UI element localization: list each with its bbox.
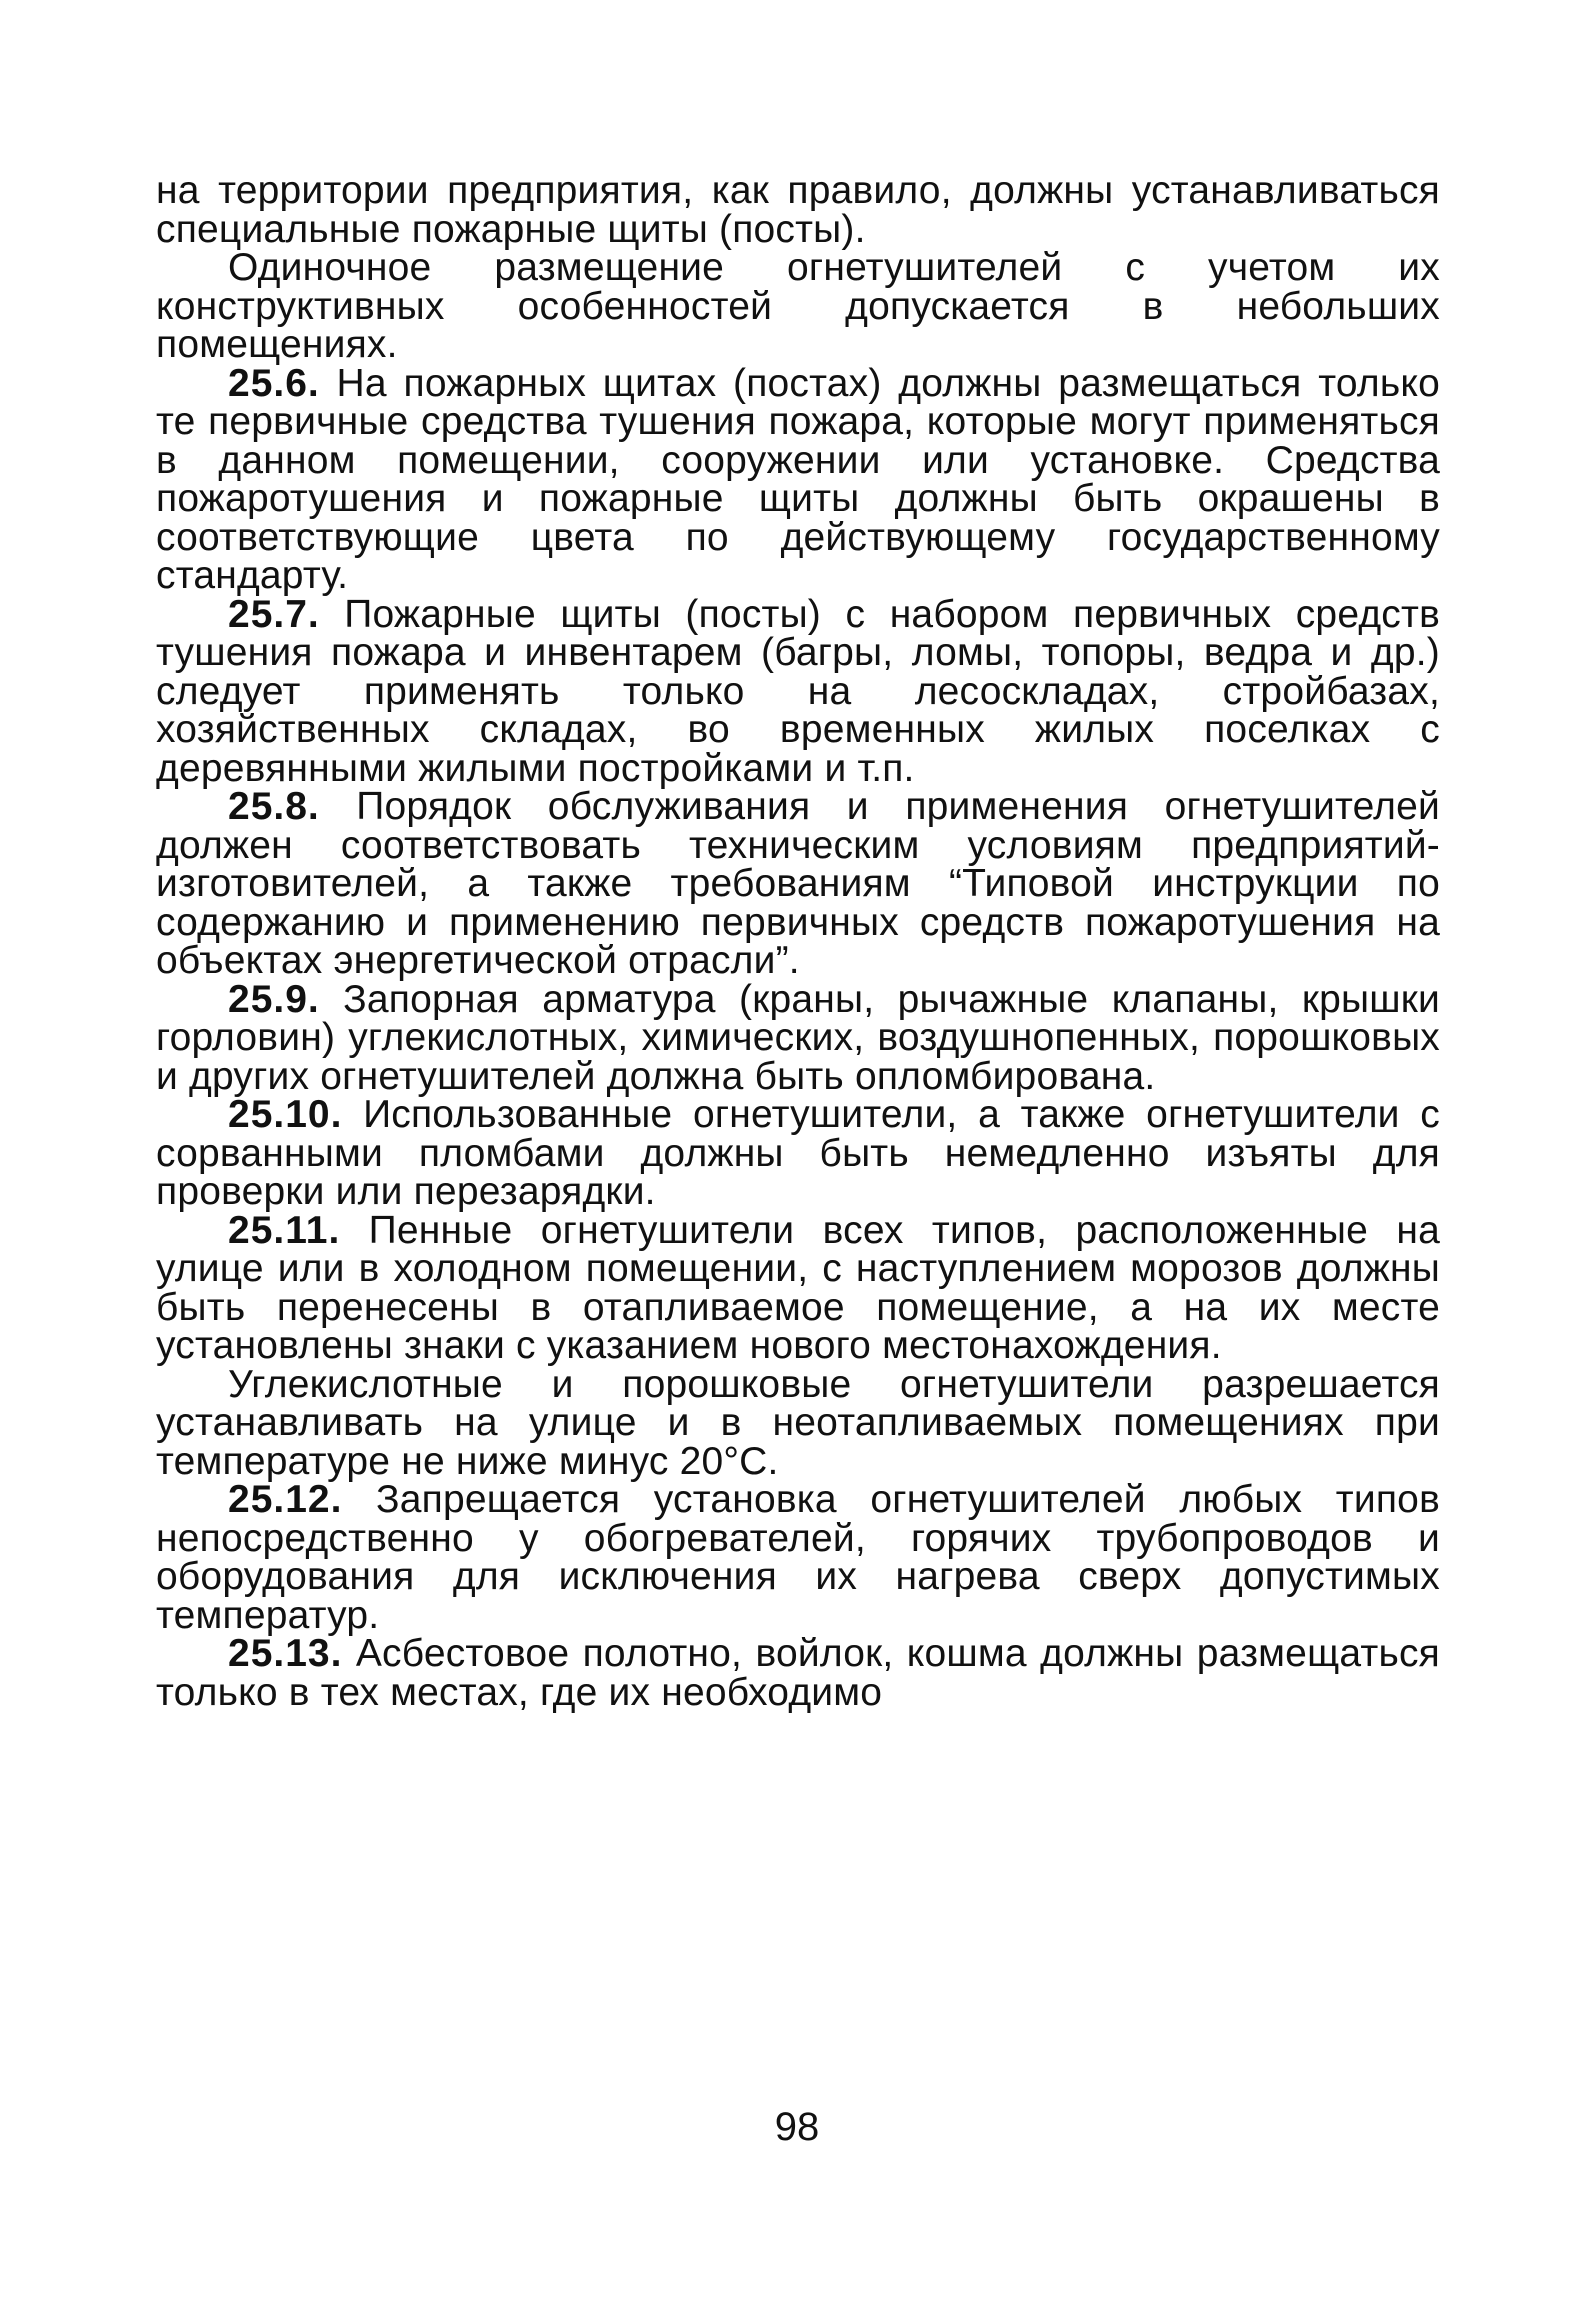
- paragraph-text: Углекислотные и порошковые огнетушители разрешается устанавливать на улице и в неотапливаемых помещениях при температуре не ниже минус 20°С.: [156, 1362, 1440, 1483]
- paragraph-text: Запорная арматура (краны, рычажные клапаны, крышки горловин) углекислотных, химических, воздушнопенных, порошковых и других огнетушителей должна быть опломбирована.: [156, 977, 1440, 1098]
- paragraph-number: 25.7.: [228, 592, 320, 636]
- paragraph-number: 25.13.: [228, 1632, 343, 1675]
- paragraph-text: На пожарных щитах (постах) должны размещаться только те первичные средства тушения пожара, которые могут применяться в данном помещении, сооружении или установке. Средства пожаротушения и пожарные щиты должны быть окрашены в соответствующие цвета по действующему государственному стандарту.: [156, 361, 1440, 597]
- paragraph-number: 25.10.: [228, 1093, 343, 1136]
- paragraph-text: на территории предприятия, как правило, должны устанавливаться специальные пожарные щиты (посты).: [156, 169, 1440, 251]
- paragraph-single-placement: [156, 246, 1440, 366]
- paragraph-number: 25.12.: [228, 1478, 343, 1521]
- paragraph-text: Пенные огнетушители всех типов, расположенные на улице или в холодном помещении, с наступлением морозов должны быть перенесены в отапливаемое помещение, а на их месте установлены знаки с указанием нового местонахождения.: [156, 1208, 1440, 1367]
- paragraph-text: Асбестовое полотно, войлок, кошма должны размещаться только в тех местах, где их необходимо: [156, 1632, 1440, 1714]
- paragraph-25-10: [156, 1093, 1440, 1213]
- page-body: [156, 169, 1440, 1714]
- paragraph-text: Одиночное размещение огнетушителей с учетом их конструктивных особенностей допускается в небольших помещениях.: [156, 246, 1440, 366]
- paragraph-25-13: [156, 1632, 1440, 1714]
- paragraph-number: 25.11.: [228, 1208, 341, 1252]
- paragraph-25-6: [156, 361, 1440, 597]
- paragraph-text: Использованные огнетушители, а также огнетушители с сорванными пломбами должны быть немедленно изъяты для проверки или перезарядки.: [156, 1093, 1440, 1213]
- page-number: 98: [774, 2105, 820, 2149]
- paragraph-co2-powder: [156, 1362, 1440, 1483]
- paragraph-text: Пожарные щиты (посты) с набором первичных средств тушения пожара и инвентарем (багры, ломы, топоры, ведра и др.) следует применять только на лесоскладах, стройбазах, хозяйственных складах, во временных жилых поселках с деревянными жилыми постройками и т.п.: [156, 592, 1440, 790]
- paragraph-25-12: [156, 1478, 1440, 1637]
- paragraph-continuation: [156, 169, 1440, 251]
- paragraph-25-9: [156, 977, 1440, 1098]
- paragraph-number: 25.8.: [228, 785, 320, 828]
- paragraph-text: Порядок обслуживания и применения огнетушителей должен соответствовать техническим условиям предприятий-изготовителей, а также требованиям “Типовой инструкции по содержанию и применению первичных средств пожаротушения на объектах энергетической отрасли”.: [156, 785, 1440, 982]
- paragraph-number: 25.6.: [228, 361, 320, 405]
- paragraph-text: Запрещается установка огнетушителей любых типов непосредственно у обогревателей, горячих трубопроводов и оборудования для исключения их нагрева сверх допустимых температур.: [156, 1478, 1440, 1637]
- paragraph-25-7: [156, 592, 1440, 790]
- paragraph-25-8: [156, 785, 1440, 982]
- paragraph-25-11: [156, 1208, 1440, 1367]
- paragraph-number: 25.9.: [228, 977, 320, 1021]
